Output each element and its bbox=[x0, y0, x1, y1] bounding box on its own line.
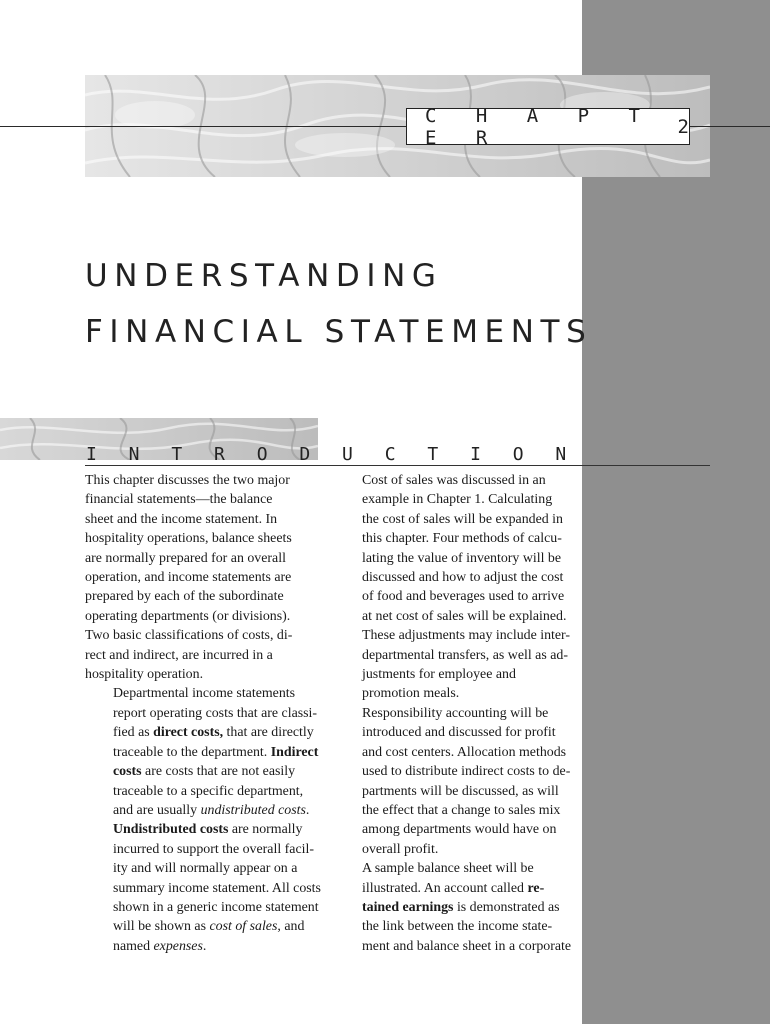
text-column-right bbox=[334, 471, 572, 956]
text-line bbox=[334, 490, 566, 509]
text-line bbox=[85, 471, 317, 490]
text-run: Departmental income statements bbox=[113, 686, 296, 702]
section-rule bbox=[85, 465, 710, 466]
text-line bbox=[85, 607, 317, 626]
text-line bbox=[85, 898, 317, 917]
text-run: introduced and discussed for profit bbox=[362, 725, 556, 741]
text-line bbox=[85, 743, 317, 762]
text-run: used to distribute indirect costs to de- bbox=[362, 764, 571, 780]
text-run: among departments would have on bbox=[362, 822, 557, 838]
chapter-number: 2 bbox=[677, 115, 689, 138]
text-run: , and bbox=[277, 919, 305, 935]
text-line bbox=[334, 568, 566, 587]
text-line bbox=[85, 665, 317, 684]
text-line bbox=[334, 898, 566, 917]
paragraph bbox=[334, 704, 571, 859]
bold-term: Undistributed costs bbox=[113, 822, 229, 838]
text-line bbox=[334, 782, 566, 801]
text-line bbox=[334, 529, 566, 548]
text-run: report operating costs that are classi- bbox=[113, 705, 318, 721]
italic-term: undistributed costs bbox=[200, 802, 306, 818]
text-run: the cost of sales will be expanded in bbox=[362, 511, 563, 527]
text-line bbox=[85, 879, 321, 898]
chapter-title-line-1: UNDERSTANDING bbox=[85, 258, 443, 294]
text-line bbox=[85, 549, 317, 568]
text-line bbox=[85, 490, 317, 509]
text-line bbox=[334, 820, 566, 839]
text-line bbox=[334, 510, 566, 529]
paragraph bbox=[85, 471, 317, 684]
text-run: named bbox=[113, 938, 154, 954]
text-run: These adjustments may include inter- bbox=[362, 628, 571, 644]
paragraph bbox=[334, 859, 572, 956]
text-run: is demonstrated as bbox=[453, 899, 560, 915]
text-line bbox=[334, 879, 566, 898]
text-line bbox=[85, 684, 317, 703]
text-run: fied as bbox=[113, 725, 154, 741]
text-run: financial statements—the balance bbox=[85, 492, 273, 508]
text-run: example in Chapter 1. Calculating bbox=[362, 492, 553, 508]
text-run: operation, and income statements are bbox=[85, 570, 292, 586]
text-line bbox=[85, 937, 317, 956]
text-line bbox=[85, 859, 317, 878]
bold-term: tained earnings bbox=[362, 899, 454, 915]
bold-term: direct costs, bbox=[153, 725, 224, 741]
text-run: the effect that a change to sales mix bbox=[362, 802, 561, 818]
paragraph bbox=[85, 684, 321, 956]
bold-term: costs bbox=[113, 764, 142, 780]
text-line bbox=[85, 568, 317, 587]
text-line bbox=[334, 626, 571, 645]
text-line bbox=[334, 762, 571, 781]
text-run: discussed and how to adjust the cost bbox=[362, 570, 564, 586]
italic-term: cost of sales bbox=[209, 919, 278, 935]
text-run: This chapter discusses the two major bbox=[85, 473, 290, 488]
chapter-label: C H A P T E R bbox=[425, 104, 654, 149]
text-line bbox=[334, 801, 566, 820]
text-line bbox=[334, 704, 566, 723]
text-run: prepared by each of the subordinate bbox=[85, 589, 284, 605]
text-run: incurred to support the overall facil- bbox=[113, 841, 314, 857]
text-run: illustrated. An account called bbox=[362, 880, 528, 896]
text-line bbox=[334, 607, 566, 626]
chapter-label-box bbox=[406, 104, 690, 149]
text-run: Two basic classifications of costs, di- bbox=[85, 628, 293, 644]
text-line bbox=[334, 646, 566, 665]
text-line bbox=[85, 762, 317, 781]
text-run: the link between the income state- bbox=[362, 919, 553, 935]
text-run: Cost of sales was discussed in an bbox=[362, 473, 546, 488]
text-run: ity and will normally appear on a bbox=[113, 861, 298, 877]
text-run: sheet and the income statement. In bbox=[85, 511, 278, 527]
text-line bbox=[334, 723, 566, 742]
text-run: hospitality operation. bbox=[85, 667, 204, 683]
text-run: shown in a generic income statement bbox=[113, 899, 319, 915]
text-run: that are directly bbox=[223, 725, 314, 741]
text-line bbox=[85, 801, 317, 820]
text-line bbox=[334, 917, 566, 936]
bold-term: re- bbox=[527, 880, 545, 896]
bold-term: Indirect bbox=[270, 744, 319, 760]
italic-term: expenses bbox=[153, 938, 203, 954]
text-run: . bbox=[305, 802, 310, 818]
text-run: will be shown as bbox=[113, 919, 210, 935]
text-run: and cost centers. Allocation methods bbox=[362, 744, 567, 760]
text-run: are normally bbox=[228, 822, 303, 838]
text-line bbox=[85, 840, 317, 859]
text-line bbox=[85, 529, 317, 548]
chapter-title-line-2: FINANCIAL STATEMENTS bbox=[85, 314, 593, 350]
text-run: Responsibility accounting will be bbox=[362, 705, 549, 721]
text-run: overall profit. bbox=[362, 841, 439, 857]
text-run: justments for employee and bbox=[362, 667, 516, 683]
text-run: are costs that are not easily bbox=[141, 764, 296, 780]
text-line bbox=[85, 782, 317, 801]
text-run: are normally prepared for an overall bbox=[85, 550, 286, 566]
text-run: hospitality operations, balance sheets bbox=[85, 531, 292, 547]
text-run: partments will be discussed, as will bbox=[362, 783, 559, 799]
text-line bbox=[334, 840, 566, 859]
text-line bbox=[334, 937, 572, 956]
text-line bbox=[85, 917, 317, 936]
text-line bbox=[85, 626, 317, 645]
text-run: and are usually bbox=[113, 802, 201, 818]
text-line bbox=[334, 587, 566, 606]
text-run: of food and beverages used to arrive bbox=[362, 589, 565, 605]
text-run: traceable to the department. bbox=[113, 744, 271, 760]
text-run: operating departments (or divisions). bbox=[85, 608, 291, 624]
text-run: . bbox=[202, 938, 207, 954]
text-line bbox=[85, 646, 317, 665]
text-run: summary income statement. All costs bbox=[113, 880, 321, 896]
text-run: lating the value of inventory will be bbox=[362, 550, 562, 566]
paragraph bbox=[334, 471, 571, 704]
text-line bbox=[85, 723, 317, 742]
text-run: this chapter. Four methods of calcu- bbox=[362, 531, 562, 547]
text-line bbox=[334, 471, 566, 490]
text-line bbox=[85, 820, 317, 839]
text-run: promotion meals. bbox=[362, 686, 460, 702]
text-line bbox=[85, 704, 317, 723]
text-run: at net cost of sales will be explained. bbox=[362, 608, 567, 624]
chapter-title bbox=[85, 248, 592, 360]
text-run: departmental transfers, as well as ad- bbox=[362, 647, 568, 663]
text-line bbox=[334, 859, 566, 878]
text-run: rect and indirect, are incurred in a bbox=[85, 647, 273, 663]
section-heading: I N T R O D U C T I O N bbox=[86, 444, 577, 465]
text-line bbox=[85, 510, 317, 529]
text-run: traceable to a specific department, bbox=[113, 783, 304, 799]
text-line bbox=[334, 743, 566, 762]
text-line bbox=[85, 587, 317, 606]
text-line bbox=[334, 684, 566, 703]
text-line bbox=[334, 549, 566, 568]
text-run: A sample balance sheet will be bbox=[362, 861, 534, 877]
text-run: ment and balance sheet in a corporate bbox=[362, 938, 572, 954]
text-column-left bbox=[85, 471, 321, 956]
text-line bbox=[334, 665, 566, 684]
